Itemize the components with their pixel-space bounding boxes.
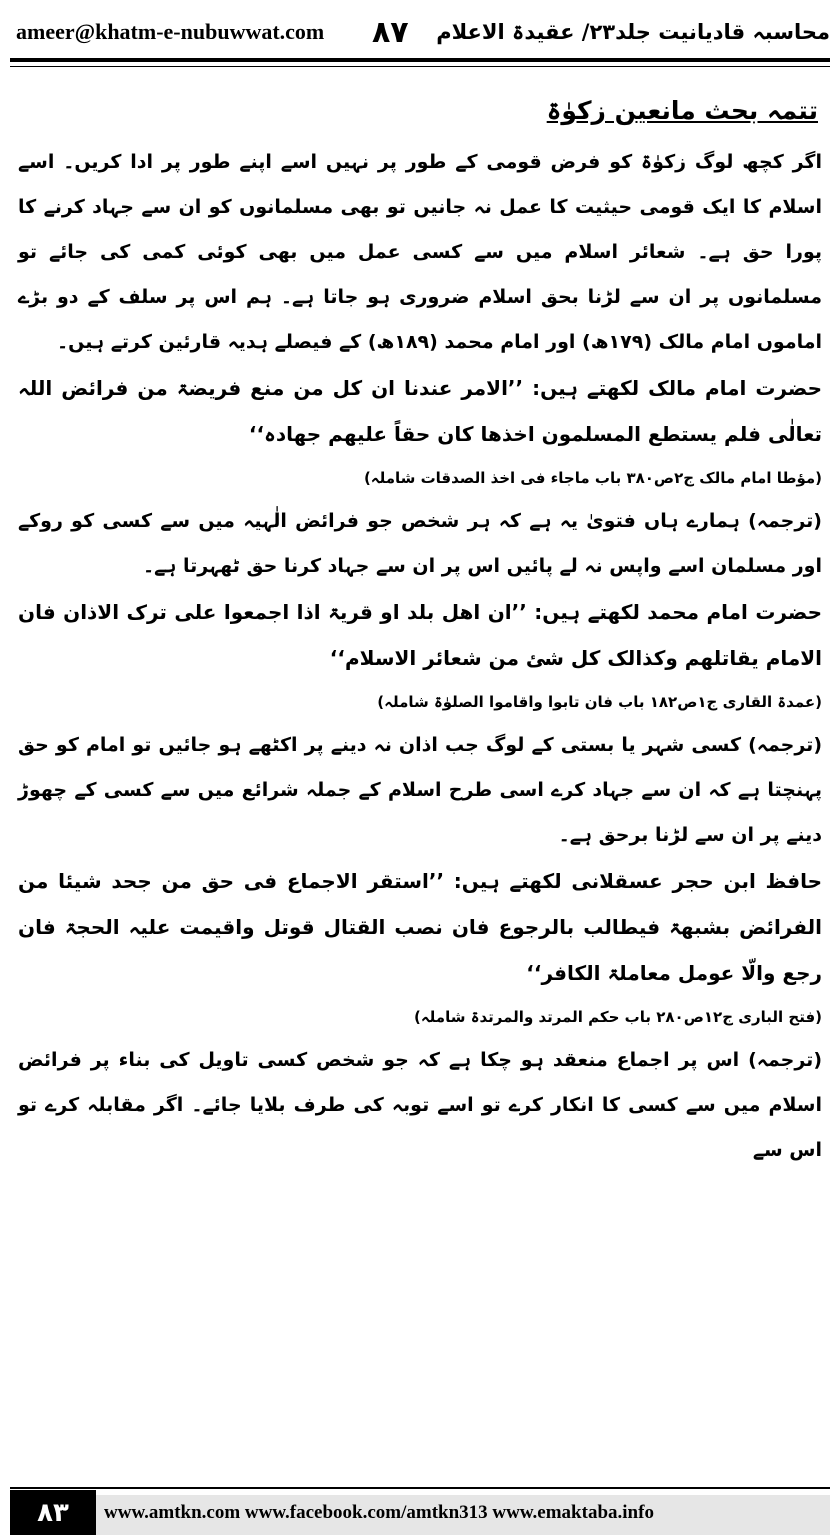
translation-1: (ترجمہ) ہمارے ہاں فتویٰ یہ ہے کہ ہر شخص جو فرائض الٰہیہ میں سے کسی کو روکے اور مسلمان اسے واپس نہ لے پائیں اس پر ان سے جہاد کرنا حق ٹھہرتا ہے۔ bbox=[18, 510, 822, 577]
translation-2: (ترجمہ) کسی شہر یا بستی کے لوگ جب اذان نہ دینے پر اکٹھے ہو جائیں تو امام کو حق پہنچتا ہے کہ ان سے جہاد کرے اسی طرح اسلام کے جملہ شرائع میں سے کسی کے چھوڑ دینے پر ان سے لڑنا برحق ہے۔ bbox=[18, 734, 822, 846]
footer-rule bbox=[10, 1487, 830, 1489]
imam-muhammad-quote: حضرت امام محمد لکھتے ہیں: ’’ان اھل بلد او قریۃ اذا اجمعوا علی ترک الاذان فان الامام یقاتلھم وکذالک کل شئ من شعائر الاسلام‘‘ bbox=[18, 600, 822, 670]
reference-fath-ul-bari: (فتح الباری ج۱۲ص۲۸۰ باب حکم المرتد والمرتدۃ شاملہ) bbox=[414, 1008, 822, 1026]
header-rule-thick bbox=[10, 58, 830, 62]
reference-umdat-ul-qari: (عمدۃ القاری ج۱ص۱۸۲ باب فان تابوا واقاموا الصلوٰۃ شاملہ) bbox=[377, 693, 822, 711]
header-book-title: محاسبہ قادیانیت جلد۲۳/ عقیدۃ الاعلام bbox=[436, 20, 830, 44]
imam-malik-quote: حضرت امام مالک لکھتے ہیں: ’’الامر عندنا ان کل من منع فریضۃ من فرائض اللہ تعالٰی فلم یستطع المسلمون اخذھا کان حقاً علیھم جھادہ‘‘ bbox=[18, 376, 822, 446]
header-rule-thin bbox=[10, 66, 830, 67]
page-body bbox=[18, 88, 822, 1173]
header-email: ameer@khatm-e-nubuwwat.com bbox=[16, 19, 325, 44]
translation-3: (ترجمہ) اس پر اجماع منعقد ہو چکا ہے کہ جو شخص کسی تاویل کی بناء پر فرائض اسلام میں سے کسی کا انکار کرے تو اسے توبہ کی طرف بلایا جائے۔ اگر مقابلہ کرے تو اس سے bbox=[18, 1049, 822, 1161]
header-page-number: ۸۷ bbox=[372, 14, 409, 50]
ibn-hajar-quote: حافظ ابن حجر عسقلانی لکھتے ہیں: ’’استقر الاجماع فی حق من جحد شیئا من الفرائض بشبھۃ فیطالب بالرجوع فان نصب القتال قوتل واقیمت علیہ الحجۃ فان رجع والّا عومل معاملۃ الکافر‘‘ bbox=[18, 869, 822, 985]
section-heading: تتمہ بحث مانعین زکوٰۃ bbox=[546, 96, 818, 125]
footer-website-links: www.amtkn.com www.facebook.com/amtkn313 www.emaktaba.info bbox=[104, 1502, 654, 1523]
reference-muwatta: (مؤطا امام مالک ج۲ص۳۸۰ باب ماجاء فی اخذ الصدقات شاملہ) bbox=[363, 469, 822, 487]
footer-page-number: ۸۳ bbox=[10, 1490, 96, 1535]
intro-paragraph: اگر کچھ لوگ زکوٰۃ کو فرض قومی کے طور پر نہیں اسے اپنے طور پر ادا کریں۔ اسے اسلام کا ایک قومی حیثیت کا عمل نہ جانیں تو بھی مسلمانوں کو ان سے جہاد کرنے کا پورا حق ہے۔ شعائر اسلام میں سے کسی عمل میں بھی کوئی کمی کی جائے تو مسلمانوں پر ان سے لڑنا بحق اسلام ضروری ہو جاتا ہے۔ ہم اس پر سلف کے دو بڑے اماموں امام مالک (۱۷۹ھ) اور امام محمد (۱۸۹ھ) کے فیصلے ہدیہ قارئین کرتے ہیں۔ bbox=[18, 151, 822, 353]
